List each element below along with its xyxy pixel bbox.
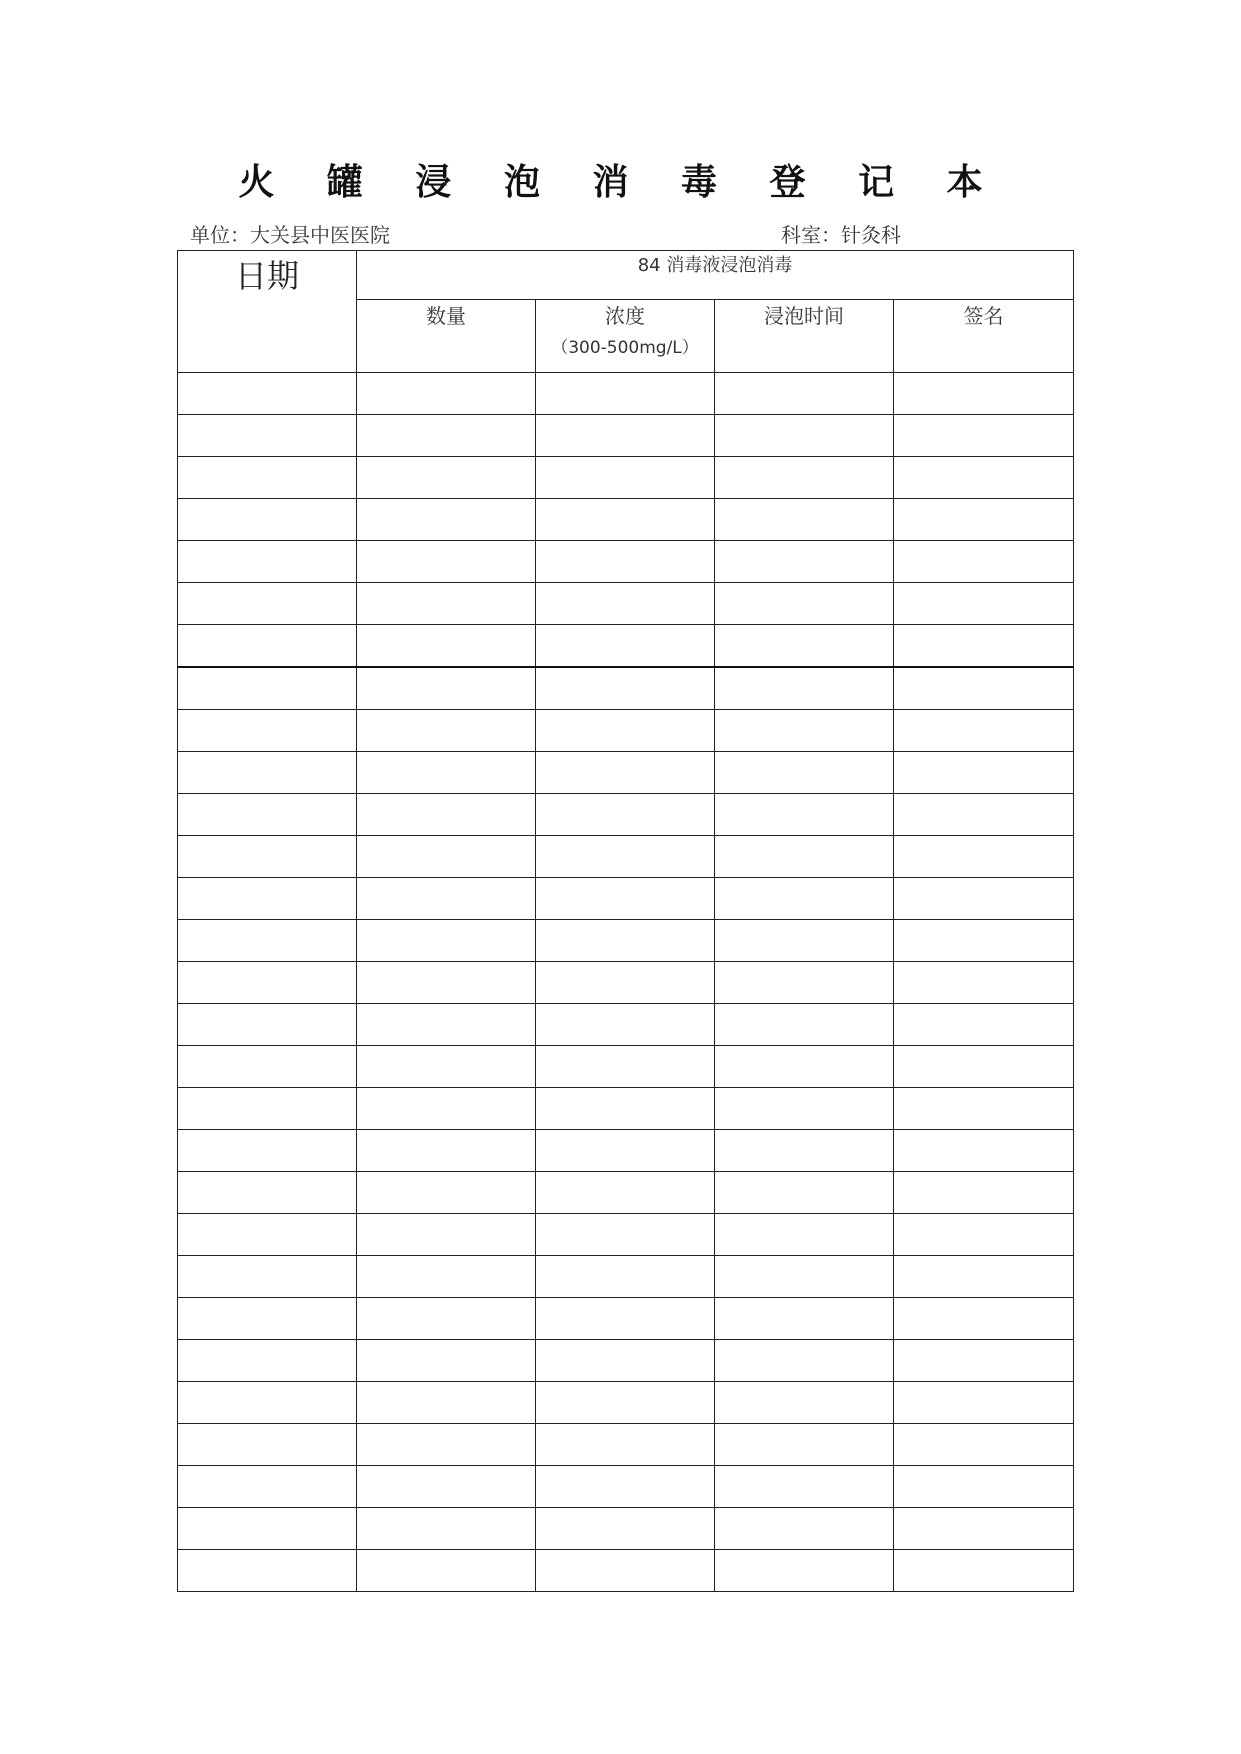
table-row — [178, 415, 1074, 457]
concentration-cell — [536, 415, 715, 457]
table-row — [178, 583, 1074, 625]
signature-cell — [894, 373, 1074, 415]
date-cell — [178, 1088, 357, 1130]
date-cell — [178, 962, 357, 1004]
soak-time-cell — [715, 373, 894, 415]
soak-time-cell — [715, 583, 894, 625]
quantity-cell — [357, 794, 536, 836]
disinfection-group-header: 84 消毒液浸泡消毒 — [357, 251, 1074, 300]
table-row — [178, 1046, 1074, 1088]
soak-time-cell — [715, 415, 894, 457]
concentration-cell — [536, 1508, 715, 1550]
soak-time-cell — [715, 1466, 894, 1508]
concentration-cell — [536, 541, 715, 583]
concentration-cell — [536, 710, 715, 752]
table-row — [178, 752, 1074, 794]
date-cell — [178, 415, 357, 457]
date-cell — [178, 878, 357, 920]
quantity-cell — [357, 1508, 536, 1550]
signature-cell — [894, 836, 1074, 878]
quantity-cell — [357, 373, 536, 415]
soak-time-cell — [715, 1004, 894, 1046]
date-cell — [178, 1424, 357, 1466]
signature-cell — [894, 962, 1074, 1004]
concentration-cell — [536, 794, 715, 836]
quantity-cell — [357, 710, 536, 752]
signature-cell — [894, 1298, 1074, 1340]
concentration-cell — [536, 1130, 715, 1172]
table-row — [178, 1340, 1074, 1382]
table-row — [178, 920, 1074, 962]
table-row — [178, 878, 1074, 920]
table-row — [178, 499, 1074, 541]
soak-time-cell — [715, 1130, 894, 1172]
soak-time-cell — [715, 1256, 894, 1298]
signature-cell — [894, 1088, 1074, 1130]
date-cell — [178, 836, 357, 878]
signature-cell — [894, 1046, 1074, 1088]
signature-cell — [894, 1382, 1074, 1424]
concentration-cell — [536, 1550, 715, 1592]
table-row — [178, 541, 1074, 583]
concentration-cell — [536, 836, 715, 878]
concentration-cell — [536, 1256, 715, 1298]
quantity-cell — [357, 1550, 536, 1592]
soak-time-cell — [715, 1172, 894, 1214]
soak-time-cell — [715, 1340, 894, 1382]
signature-cell — [894, 920, 1074, 962]
signature-cell — [894, 1172, 1074, 1214]
date-cell — [178, 1256, 357, 1298]
disinfection-register-table — [177, 250, 1074, 1592]
signature-cell — [894, 499, 1074, 541]
concentration-cell — [536, 920, 715, 962]
quantity-cell — [357, 878, 536, 920]
table-row — [178, 836, 1074, 878]
date-cell — [178, 667, 357, 710]
soak-time-cell — [715, 1382, 894, 1424]
table-row — [178, 1466, 1074, 1508]
quantity-cell — [357, 1214, 536, 1256]
quantity-cell — [357, 457, 536, 499]
date-cell — [178, 1298, 357, 1340]
table-row — [178, 457, 1074, 499]
quantity-cell — [357, 1172, 536, 1214]
quantity-cell — [357, 752, 536, 794]
concentration-cell — [536, 1424, 715, 1466]
date-column-header: 日期 — [178, 251, 357, 373]
soak-time-cell — [715, 1424, 894, 1466]
table-row — [178, 710, 1074, 752]
register-body — [178, 373, 1074, 1592]
soak-time-cell — [715, 541, 894, 583]
concentration-cell — [536, 1004, 715, 1046]
quantity-cell — [357, 1382, 536, 1424]
table-row — [178, 1550, 1074, 1592]
quantity-cell — [357, 415, 536, 457]
signature-cell — [894, 878, 1074, 920]
concentration-cell — [536, 457, 715, 499]
table-row — [178, 667, 1074, 710]
quantity-cell — [357, 1130, 536, 1172]
soak-time-cell — [715, 794, 894, 836]
soak-time-cell — [715, 1508, 894, 1550]
quantity-cell — [357, 541, 536, 583]
soak-time-cell — [715, 667, 894, 710]
signature-cell — [894, 752, 1074, 794]
table-row — [178, 1214, 1074, 1256]
soak-time-cell — [715, 920, 894, 962]
date-cell — [178, 1004, 357, 1046]
table-row — [178, 625, 1074, 668]
table-row — [178, 1382, 1074, 1424]
quantity-cell — [357, 667, 536, 710]
signature-column-header: 签名 — [894, 300, 1074, 373]
date-cell — [178, 625, 357, 668]
date-cell — [178, 583, 357, 625]
quantity-cell — [357, 1256, 536, 1298]
department-label: 科室：针灸科 — [781, 223, 901, 247]
date-cell — [178, 373, 357, 415]
table-row — [178, 1256, 1074, 1298]
soak-time-cell — [715, 962, 894, 1004]
quantity-cell — [357, 1298, 536, 1340]
concentration-cell — [536, 1088, 715, 1130]
signature-cell — [894, 1466, 1074, 1508]
table-row — [178, 794, 1074, 836]
date-cell — [178, 710, 357, 752]
date-cell — [178, 457, 357, 499]
quantity-cell — [357, 1004, 536, 1046]
concentration-column-header — [536, 300, 715, 373]
signature-cell — [894, 1256, 1074, 1298]
date-cell — [178, 1046, 357, 1088]
concentration-cell — [536, 373, 715, 415]
soak-time-cell — [715, 710, 894, 752]
date-cell — [178, 1130, 357, 1172]
table-row — [178, 962, 1074, 1004]
signature-cell — [894, 1508, 1074, 1550]
signature-cell — [894, 1424, 1074, 1466]
soak-time-cell — [715, 457, 894, 499]
concentration-cell — [536, 625, 715, 668]
table-row — [178, 1004, 1074, 1046]
concentration-cell — [536, 499, 715, 541]
quantity-cell — [357, 499, 536, 541]
quantity-cell — [357, 1088, 536, 1130]
signature-cell — [894, 1004, 1074, 1046]
date-cell — [178, 1508, 357, 1550]
concentration-cell — [536, 583, 715, 625]
table-row — [178, 373, 1074, 415]
concentration-cell — [536, 1298, 715, 1340]
soak-time-cell — [715, 1046, 894, 1088]
signature-cell — [894, 415, 1074, 457]
concentration-cell — [536, 1340, 715, 1382]
signature-cell — [894, 1214, 1074, 1256]
quantity-cell — [357, 1466, 536, 1508]
quantity-cell — [357, 962, 536, 1004]
date-cell — [178, 1466, 357, 1508]
signature-cell — [894, 667, 1074, 710]
date-cell — [178, 541, 357, 583]
date-cell — [178, 499, 357, 541]
document-title: 火 罐 浸 泡 消 毒 登 记 本 — [238, 162, 1003, 203]
quantity-cell — [357, 920, 536, 962]
date-cell — [178, 920, 357, 962]
concentration-label: 浓度 — [605, 304, 645, 328]
signature-cell — [894, 583, 1074, 625]
quantity-cell — [357, 1424, 536, 1466]
signature-cell — [894, 625, 1074, 668]
soak-time-cell — [715, 1550, 894, 1592]
unit-label: 单位：大关县中医医院 — [190, 223, 390, 247]
quantity-column-header: 数量 — [357, 300, 536, 373]
date-cell — [178, 1340, 357, 1382]
concentration-cell — [536, 962, 715, 1004]
quantity-cell — [357, 625, 536, 668]
date-cell — [178, 794, 357, 836]
signature-cell — [894, 794, 1074, 836]
concentration-cell — [536, 1172, 715, 1214]
date-cell — [178, 1382, 357, 1424]
table-row — [178, 1508, 1074, 1550]
signature-cell — [894, 710, 1074, 752]
table-row — [178, 1424, 1074, 1466]
concentration-cell — [536, 1466, 715, 1508]
signature-cell — [894, 457, 1074, 499]
soak-time-cell — [715, 1298, 894, 1340]
concentration-cell — [536, 878, 715, 920]
soak-time-cell — [715, 499, 894, 541]
table-row — [178, 1298, 1074, 1340]
concentration-cell — [536, 1382, 715, 1424]
quantity-cell — [357, 583, 536, 625]
date-cell — [178, 1172, 357, 1214]
concentration-range-label: （300-500mg/L） — [551, 338, 699, 358]
signature-cell — [894, 541, 1074, 583]
signature-cell — [894, 1550, 1074, 1592]
concentration-cell — [536, 752, 715, 794]
concentration-cell — [536, 667, 715, 710]
quantity-cell — [357, 1340, 536, 1382]
table-row — [178, 1130, 1074, 1172]
date-cell — [178, 1214, 357, 1256]
concentration-cell — [536, 1046, 715, 1088]
soak-time-cell — [715, 625, 894, 668]
soak-time-cell — [715, 836, 894, 878]
table-row — [178, 1172, 1074, 1214]
quantity-cell — [357, 836, 536, 878]
soak-time-cell — [715, 1214, 894, 1256]
soak-time-cell — [715, 878, 894, 920]
soak-time-column-header: 浸泡时间 — [715, 300, 894, 373]
concentration-cell — [536, 1214, 715, 1256]
signature-cell — [894, 1340, 1074, 1382]
soak-time-cell — [715, 752, 894, 794]
table-row — [178, 1088, 1074, 1130]
soak-time-cell — [715, 1088, 894, 1130]
quantity-cell — [357, 1046, 536, 1088]
signature-cell — [894, 1130, 1074, 1172]
date-cell — [178, 752, 357, 794]
date-cell — [178, 1550, 357, 1592]
